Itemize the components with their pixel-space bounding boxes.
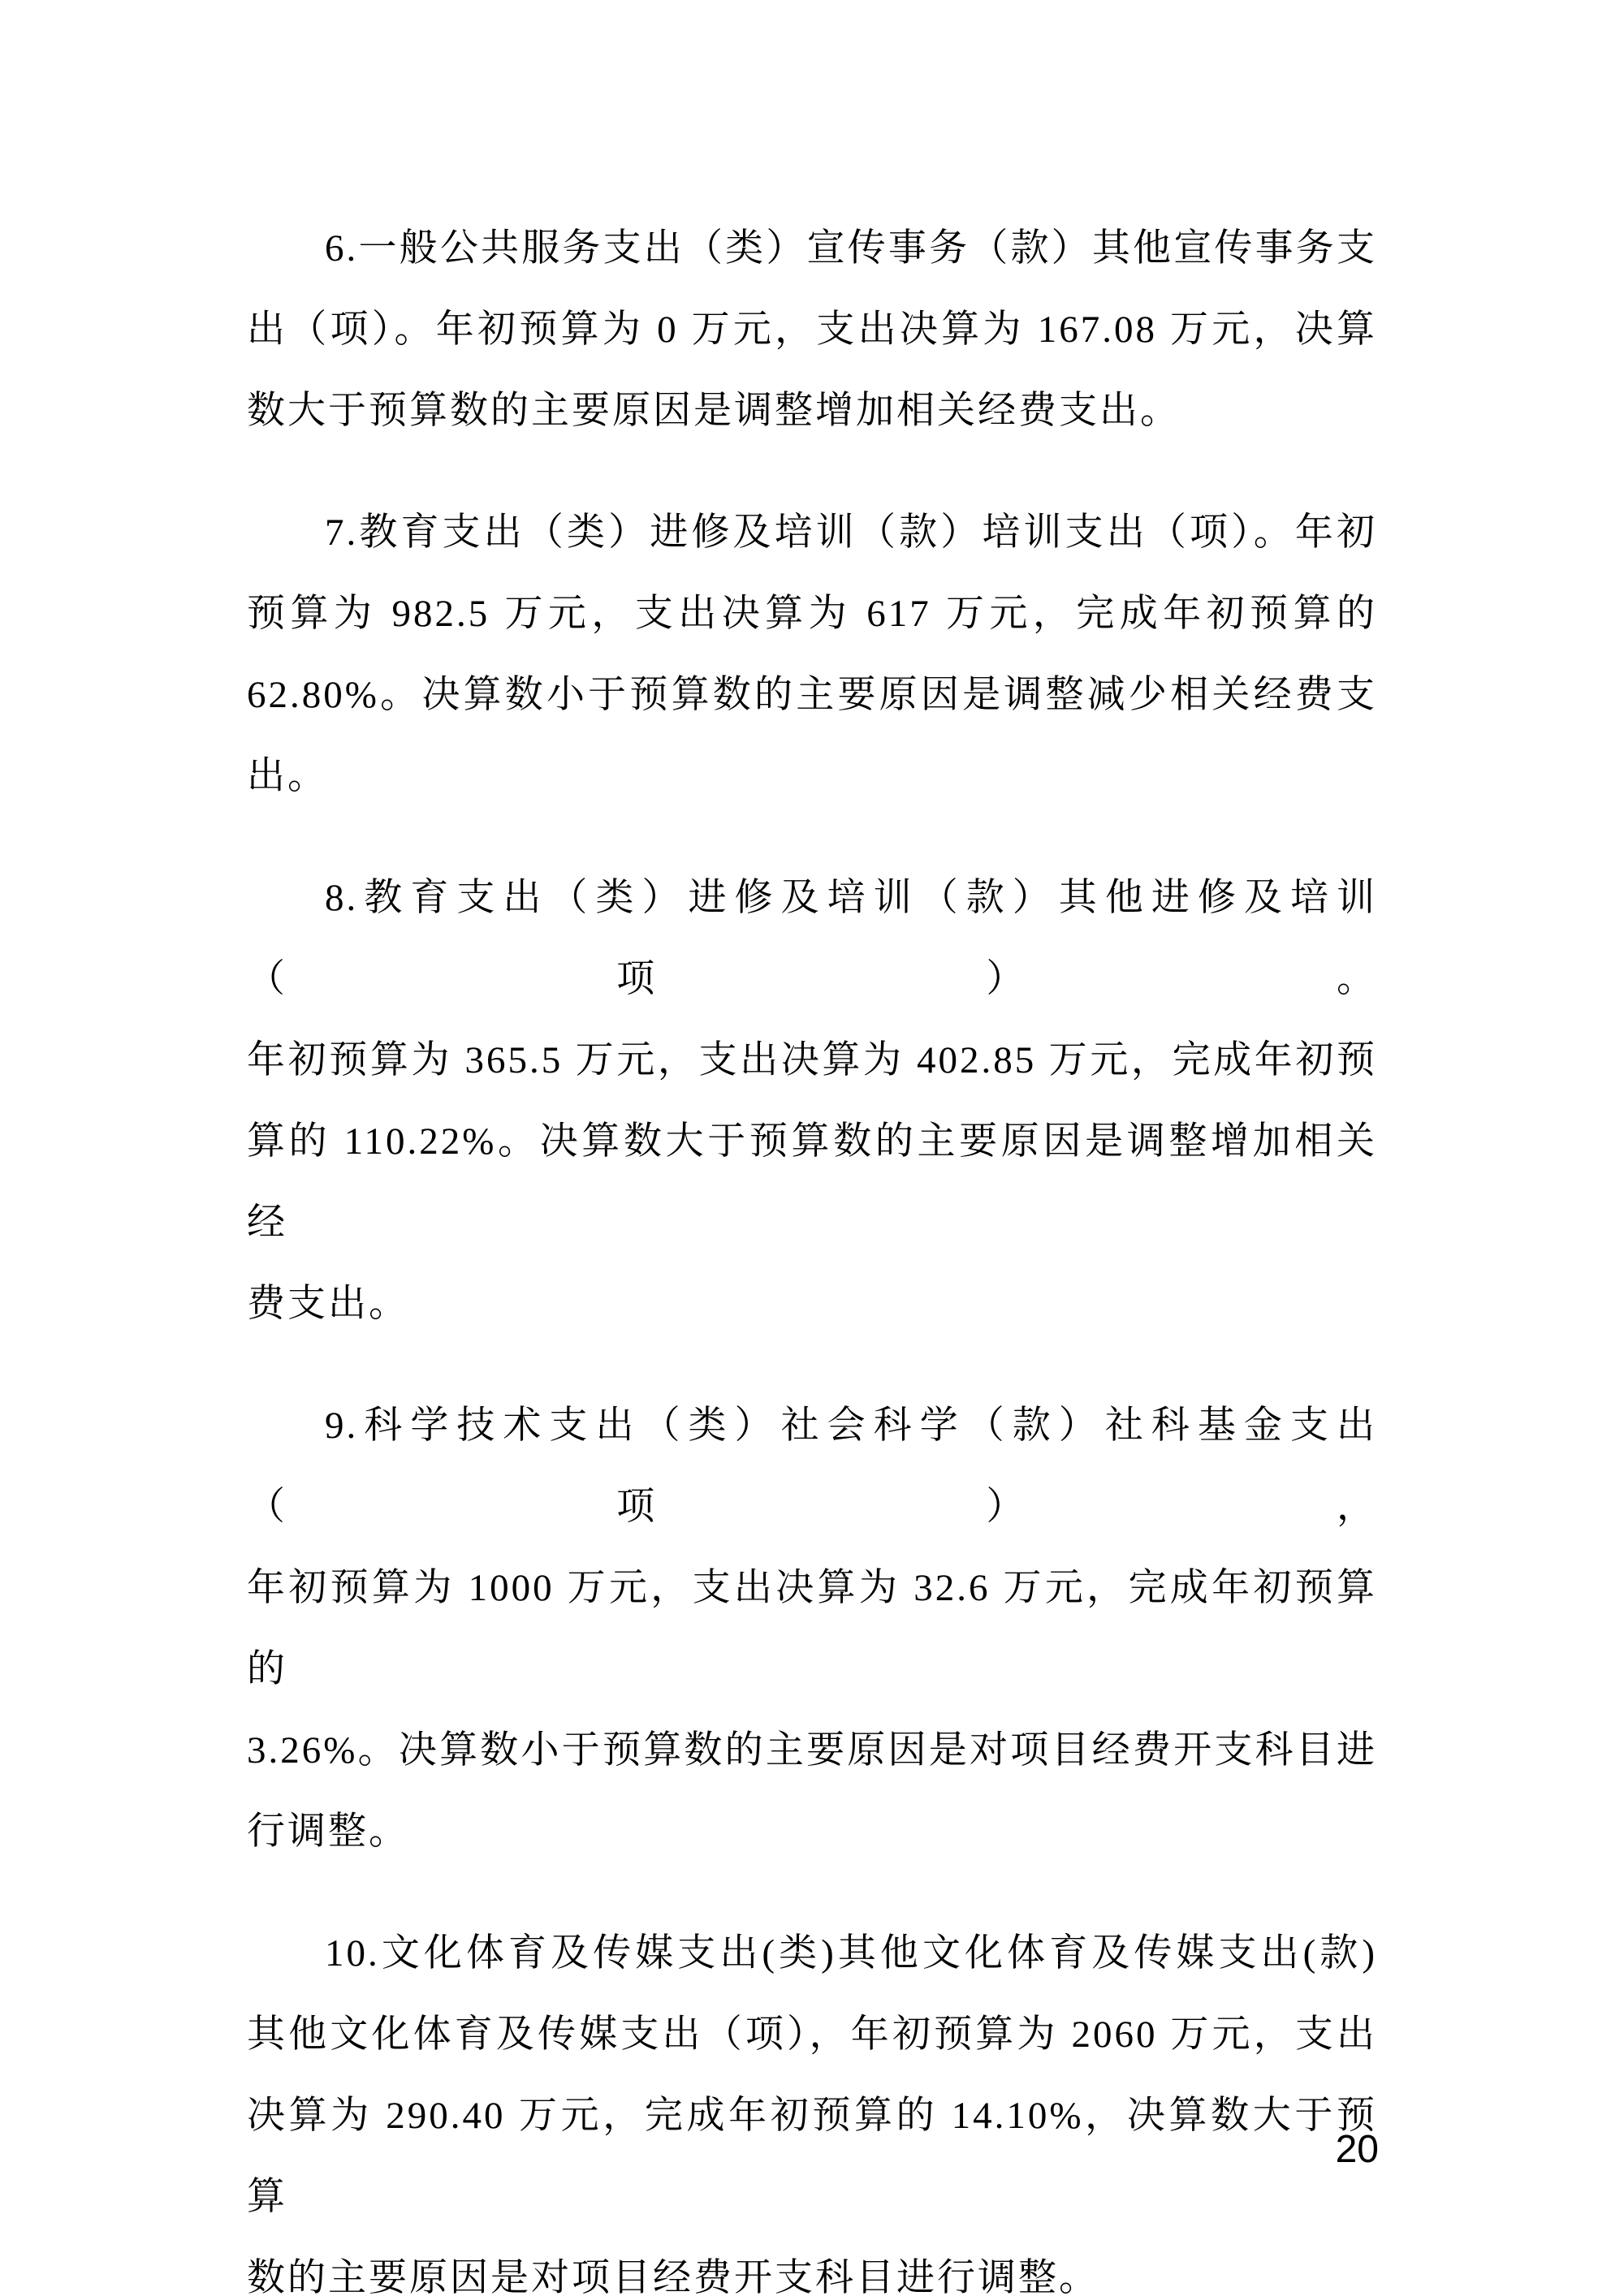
paragraph-line: 10.文化体育及传媒支出(类)其他文化体育及传媒支出(款) (325, 1932, 1377, 1974)
paragraph-line: 行调整。 (247, 1810, 409, 1853)
paragraph-line: 7.教育支出（类）进修及培训（款）培训支出（项）。年初 (325, 511, 1377, 554)
paragraph-line: 出（项）。年初预算为 0 万元，支出决算为 167.08 万元，决算 (247, 309, 1377, 351)
paragraph-line: 决算为 290.40 万元，完成年初预算的 14.10%，决算数大于预算 (247, 2095, 1377, 2218)
paragraph-line: 数大于预算数的主要原因是调整增加相关经费支出。 (247, 390, 1181, 432)
document-body (247, 208, 1377, 2296)
paragraph-item-7 (247, 492, 1377, 817)
paragraph-line: 预算为 982.5 万元，支出决算为 617 万元，完成年初预算的 (247, 593, 1377, 635)
paragraph-line: 年初预算为 1000 万元，支出决算为 32.6 万元，完成年初预算的 (247, 1567, 1377, 1690)
paragraph-item-8 (247, 857, 1377, 1344)
paragraph-line: 出。 (247, 755, 328, 797)
paragraph-line: 算的 110.22%。决算数大于预算数的主要原因是调整增加相关经 (247, 1120, 1377, 1244)
paragraph-line: 9.科学技术支出（类）社会科学（款）社科基金支出（项）， (247, 1405, 1377, 1528)
paragraph-line: 8.教育支出（类）进修及培训（款）其他进修及培训（项）。 (247, 877, 1377, 1000)
paragraph-line: 年初预算为 365.5 万元，支出决算为 402.85 万元，完成年初预 (247, 1039, 1377, 1081)
paragraph-line: 数的主要原因是对项目经费开支科目进行调整。 (247, 2257, 1099, 2296)
paragraph-item-6 (247, 208, 1377, 451)
paragraph-line: 62.80%。决算数小于预算数的主要原因是调整减少相关经费支 (247, 674, 1377, 716)
paragraph-line: 6.一般公共服务支出（类）宣传事务（款）其他宣传事务支 (325, 227, 1377, 270)
page-number: 20 (1335, 2128, 1379, 2171)
paragraph-line: 费支出。 (247, 1283, 409, 1325)
paragraph-line: 其他文化体育及传媒支出（项），年初预算为 2060 万元，支出 (247, 2013, 1377, 2056)
paragraph-line: 3.26%。决算数小于预算数的主要原因是对项目经费开支科目进 (247, 1729, 1377, 1772)
paragraph-item-9 (247, 1385, 1377, 1872)
paragraph-item-10 (247, 1913, 1377, 2296)
